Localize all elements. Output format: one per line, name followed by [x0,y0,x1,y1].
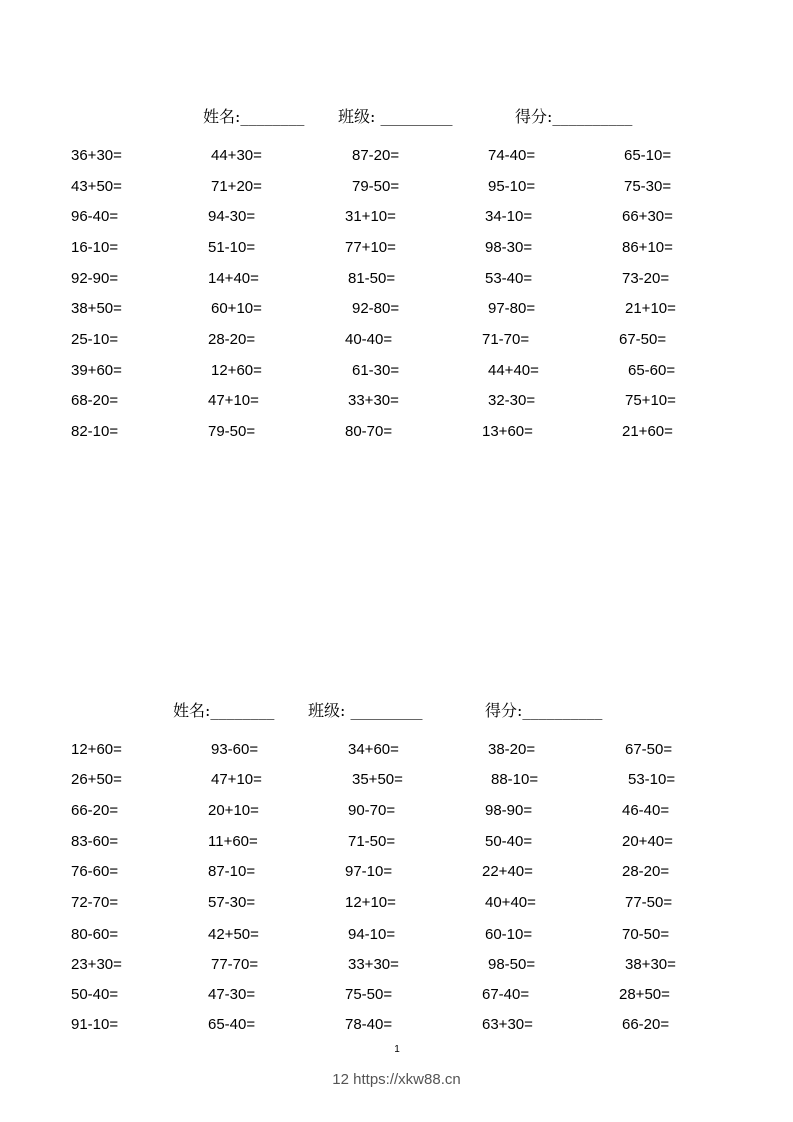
problem-item: 12+10= [345,894,396,911]
problem-item: 35+50= [352,771,403,788]
problem-item: 70-50= [622,926,670,943]
problem-item: 88-10= [491,771,539,788]
problem-item: 12+60= [211,362,262,379]
problem-item: 53-10= [628,771,676,788]
problem-item: 28-20= [622,863,670,880]
class-field-label: 班级: _________ [308,701,423,720]
problem-item: 94-10= [348,926,396,943]
problem-item: 50-40= [485,833,533,850]
problem-item: 38+50= [71,300,122,317]
problem-item: 33+30= [348,392,399,409]
problem-item: 47+10= [208,392,259,409]
problem-item: 44+40= [488,362,539,379]
problem-item: 73-20= [622,270,670,287]
problem-item: 83-60= [71,833,119,850]
class-field-label: 班级: _________ [338,107,453,126]
problem-item: 34-10= [485,208,533,225]
problem-item: 98-50= [488,956,536,973]
problem-item: 12+60= [71,741,122,758]
problem-item: 39+60= [71,362,122,379]
problem-item: 71-50= [348,833,396,850]
problem-item: 77-50= [625,894,673,911]
problem-item: 40+40= [485,894,536,911]
score-field-label: 得分:__________ [485,701,603,720]
problem-item: 13+60= [482,423,533,440]
problem-item: 20+40= [622,833,673,850]
problem-item: 95-10= [488,178,536,195]
problem-item: 47-30= [208,986,256,1003]
problem-item: 72-70= [71,894,119,911]
problem-item: 68-20= [71,392,119,409]
problem-item: 96-40= [71,208,119,225]
problem-item: 77+10= [345,239,396,256]
problem-item: 46-40= [622,802,670,819]
problem-item: 51-10= [208,239,256,256]
problem-item: 94-30= [208,208,256,225]
name-field-label: 姓名:________ [173,701,275,720]
problem-item: 65-10= [624,147,672,164]
problem-item: 43+50= [71,178,122,195]
problem-item: 60+10= [211,300,262,317]
problem-item: 14+40= [208,270,259,287]
problem-item: 75+10= [625,392,676,409]
problem-item: 67-50= [625,741,673,758]
problem-item: 31+10= [345,208,396,225]
problem-item: 81-50= [348,270,396,287]
problem-item: 63+30= [482,1016,533,1033]
problem-item: 36+30= [71,147,122,164]
problem-item: 80-70= [345,423,393,440]
problem-item: 60-10= [485,926,533,943]
problem-item: 66-20= [71,802,119,819]
problem-item: 21+60= [622,423,673,440]
problem-item: 23+30= [71,956,122,973]
problem-item: 79-50= [352,178,400,195]
problem-item: 71+20= [211,178,262,195]
problem-item: 74-40= [488,147,536,164]
problem-item: 22+40= [482,863,533,880]
problem-item: 11+60= [208,833,258,850]
problem-item: 65-40= [208,1016,256,1033]
problem-item: 98-30= [485,239,533,256]
problem-item: 71-70= [482,331,530,348]
problem-item: 50-40= [71,986,119,1003]
problem-item: 91-10= [71,1016,119,1033]
name-field-label: 姓名:________ [203,107,305,126]
footer-watermark: 12 https://xkw88.cn [332,1071,461,1088]
problem-item: 87-20= [352,147,400,164]
problem-item: 47+10= [211,771,262,788]
problem-item: 75-50= [345,986,393,1003]
problem-item: 66-20= [622,1016,670,1033]
problem-item: 44+30= [211,147,262,164]
problem-item: 28+50= [619,986,670,1003]
score-field-label: 得分:__________ [515,107,633,126]
problem-item: 80-60= [71,926,119,943]
problem-item: 65-60= [628,362,676,379]
problem-item: 57-30= [208,894,256,911]
problem-item: 82-10= [71,423,119,440]
problem-item: 20+10= [208,802,259,819]
problem-item: 25-10= [71,331,119,348]
problem-item: 78-40= [345,1016,393,1033]
problem-item: 28-20= [208,331,256,348]
problem-item: 76-60= [71,863,119,880]
problem-item: 66+30= [622,208,673,225]
problem-item: 87-10= [208,863,256,880]
problem-item: 53-40= [485,270,533,287]
problem-item: 34+60= [348,741,399,758]
problem-item: 97-80= [488,300,536,317]
page-number: 1 [394,1044,400,1055]
problem-item: 97-10= [345,863,393,880]
problem-item: 86+10= [622,239,673,256]
problem-item: 26+50= [71,771,122,788]
problem-item: 79-50= [208,423,256,440]
problem-item: 67-50= [619,331,667,348]
problem-item: 93-60= [211,741,259,758]
problem-item: 38+30= [625,956,676,973]
problem-item: 75-30= [624,178,672,195]
problem-item: 98-90= [485,802,533,819]
problem-item: 61-30= [352,362,400,379]
problem-item: 92-90= [71,270,119,287]
problem-item: 21+10= [625,300,676,317]
problem-item: 42+50= [208,926,259,943]
problem-item: 32-30= [488,392,536,409]
problem-item: 33+30= [348,956,399,973]
problem-item: 90-70= [348,802,396,819]
problem-item: 77-70= [211,956,259,973]
problem-item: 16-10= [71,239,119,256]
problem-item: 67-40= [482,986,530,1003]
problem-item: 92-80= [352,300,400,317]
problem-item: 40-40= [345,331,393,348]
problem-item: 38-20= [488,741,536,758]
